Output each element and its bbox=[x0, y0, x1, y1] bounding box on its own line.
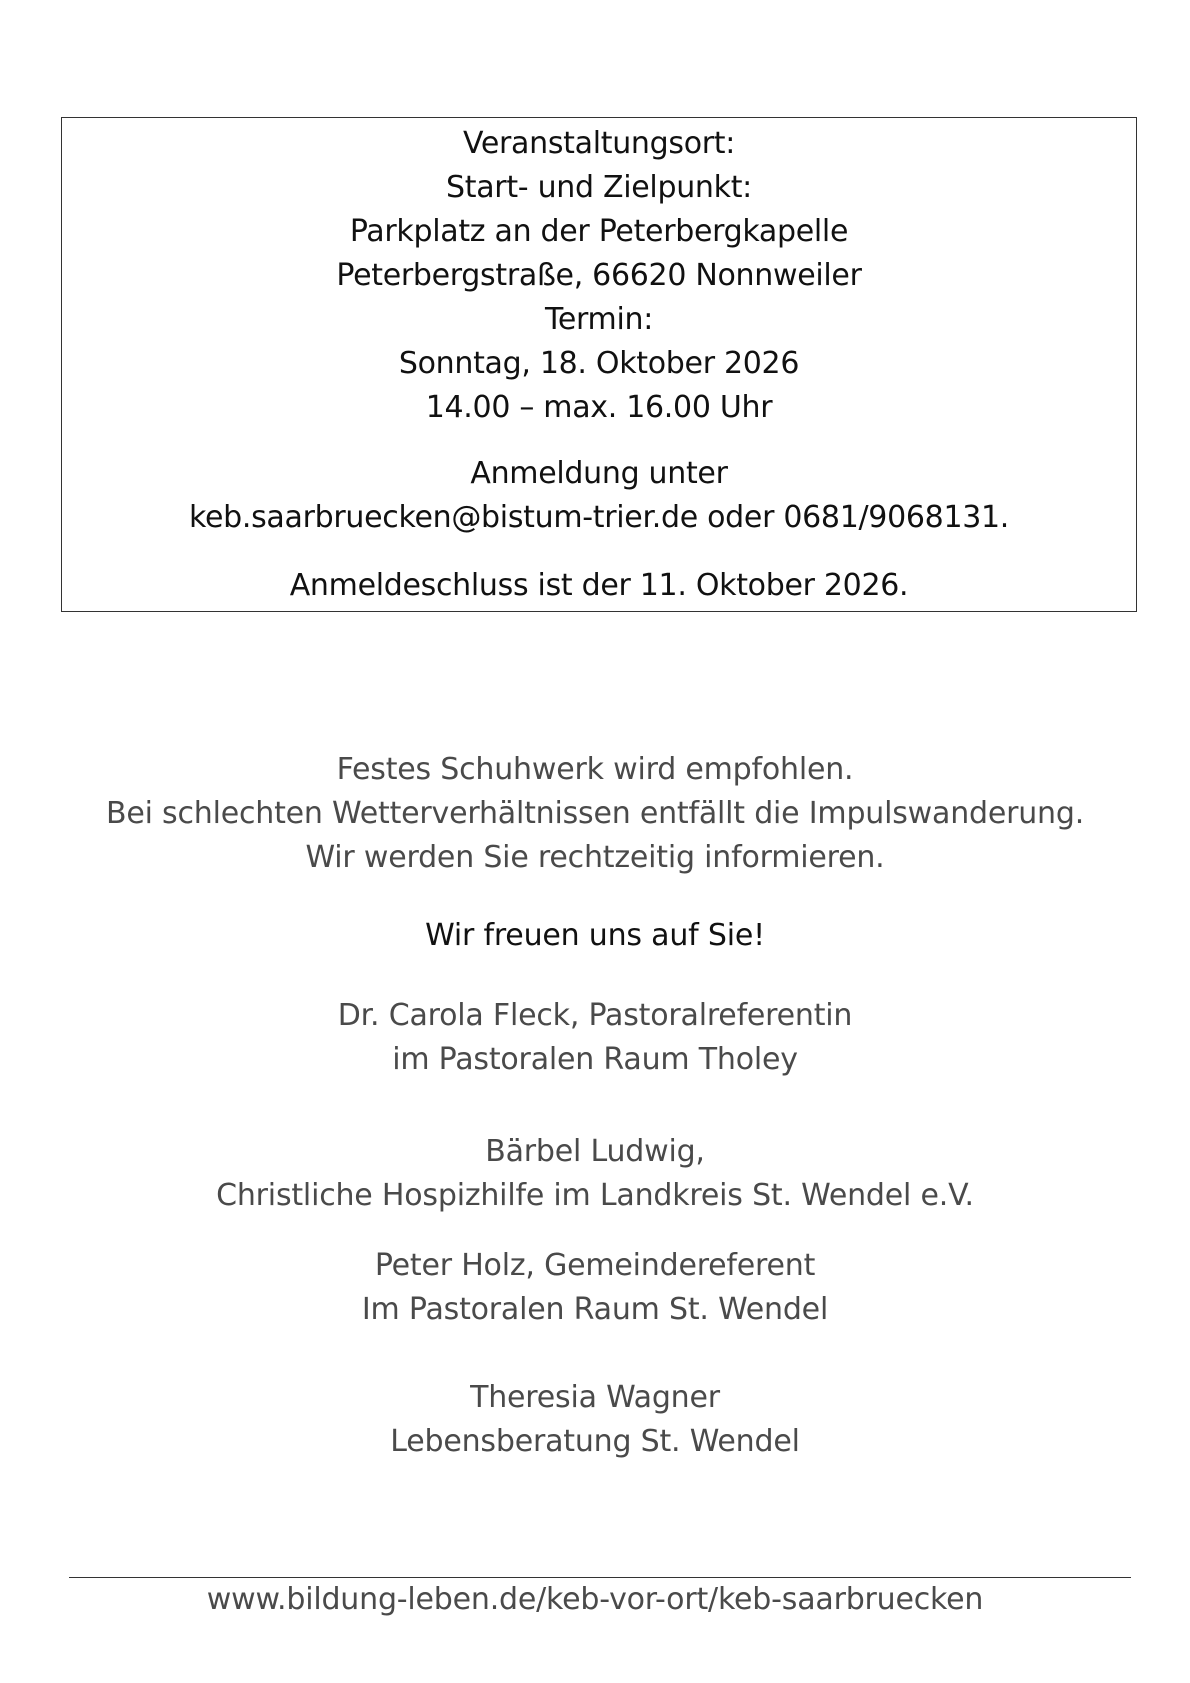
event-date: Sonntag, 18. Oktober 2026 bbox=[398, 346, 800, 381]
event-info-box bbox=[61, 117, 1137, 612]
organizer-affiliation: Im Pastoralen Raum St. Wendel bbox=[361, 1292, 829, 1327]
date-label: Termin: bbox=[544, 302, 654, 337]
venue-label: Veranstaltungsort: bbox=[462, 126, 736, 161]
registration-contact: keb.saarbruecken@bistum-trier.de oder 0681/9068131. bbox=[188, 500, 1010, 535]
organizer-name: Theresia Wagner bbox=[470, 1380, 720, 1415]
venue-place: Parkplatz an der Peterbergkapelle bbox=[349, 214, 849, 249]
organizer-name: Peter Holz, Gemeindereferent bbox=[374, 1248, 816, 1283]
registration-deadline: Anmeldeschluss ist der 11. Oktober 2026. bbox=[289, 568, 909, 603]
organizer-name: Dr. Carola Fleck, Pastoralreferentin bbox=[337, 998, 853, 1033]
organizer-name: Bärbel Ludwig, bbox=[485, 1134, 705, 1169]
event-time: 14.00 – max. 16.00 Uhr bbox=[425, 390, 773, 425]
organizer-affiliation: Lebensberatung St. Wendel bbox=[390, 1424, 800, 1459]
greeting: Wir freuen uns auf Sie! bbox=[425, 918, 765, 953]
venue-address: Peterbergstraße, 66620 Nonnweiler bbox=[336, 258, 862, 293]
organizer-affiliation: Christliche Hospizhilfe im Landkreis St. Wendel e.V. bbox=[216, 1178, 974, 1213]
note-footwear: Festes Schuhwerk wird empfohlen. bbox=[336, 752, 854, 787]
note-inform: Wir werden Sie rechtzeitig informieren. bbox=[305, 840, 885, 875]
note-weather: Bei schlechten Wetterverhältnissen entfällt die Impulswanderung. bbox=[105, 796, 1085, 831]
footer-url[interactable]: www.bildung-leben.de/keb-vor-ort/keb-saarbruecken bbox=[206, 1582, 984, 1617]
start-end-label: Start- und Zielpunkt: bbox=[446, 170, 752, 205]
organizer-affiliation: im Pastoralen Raum Tholey bbox=[392, 1042, 798, 1077]
registration-label: Anmeldung unter bbox=[470, 456, 728, 491]
